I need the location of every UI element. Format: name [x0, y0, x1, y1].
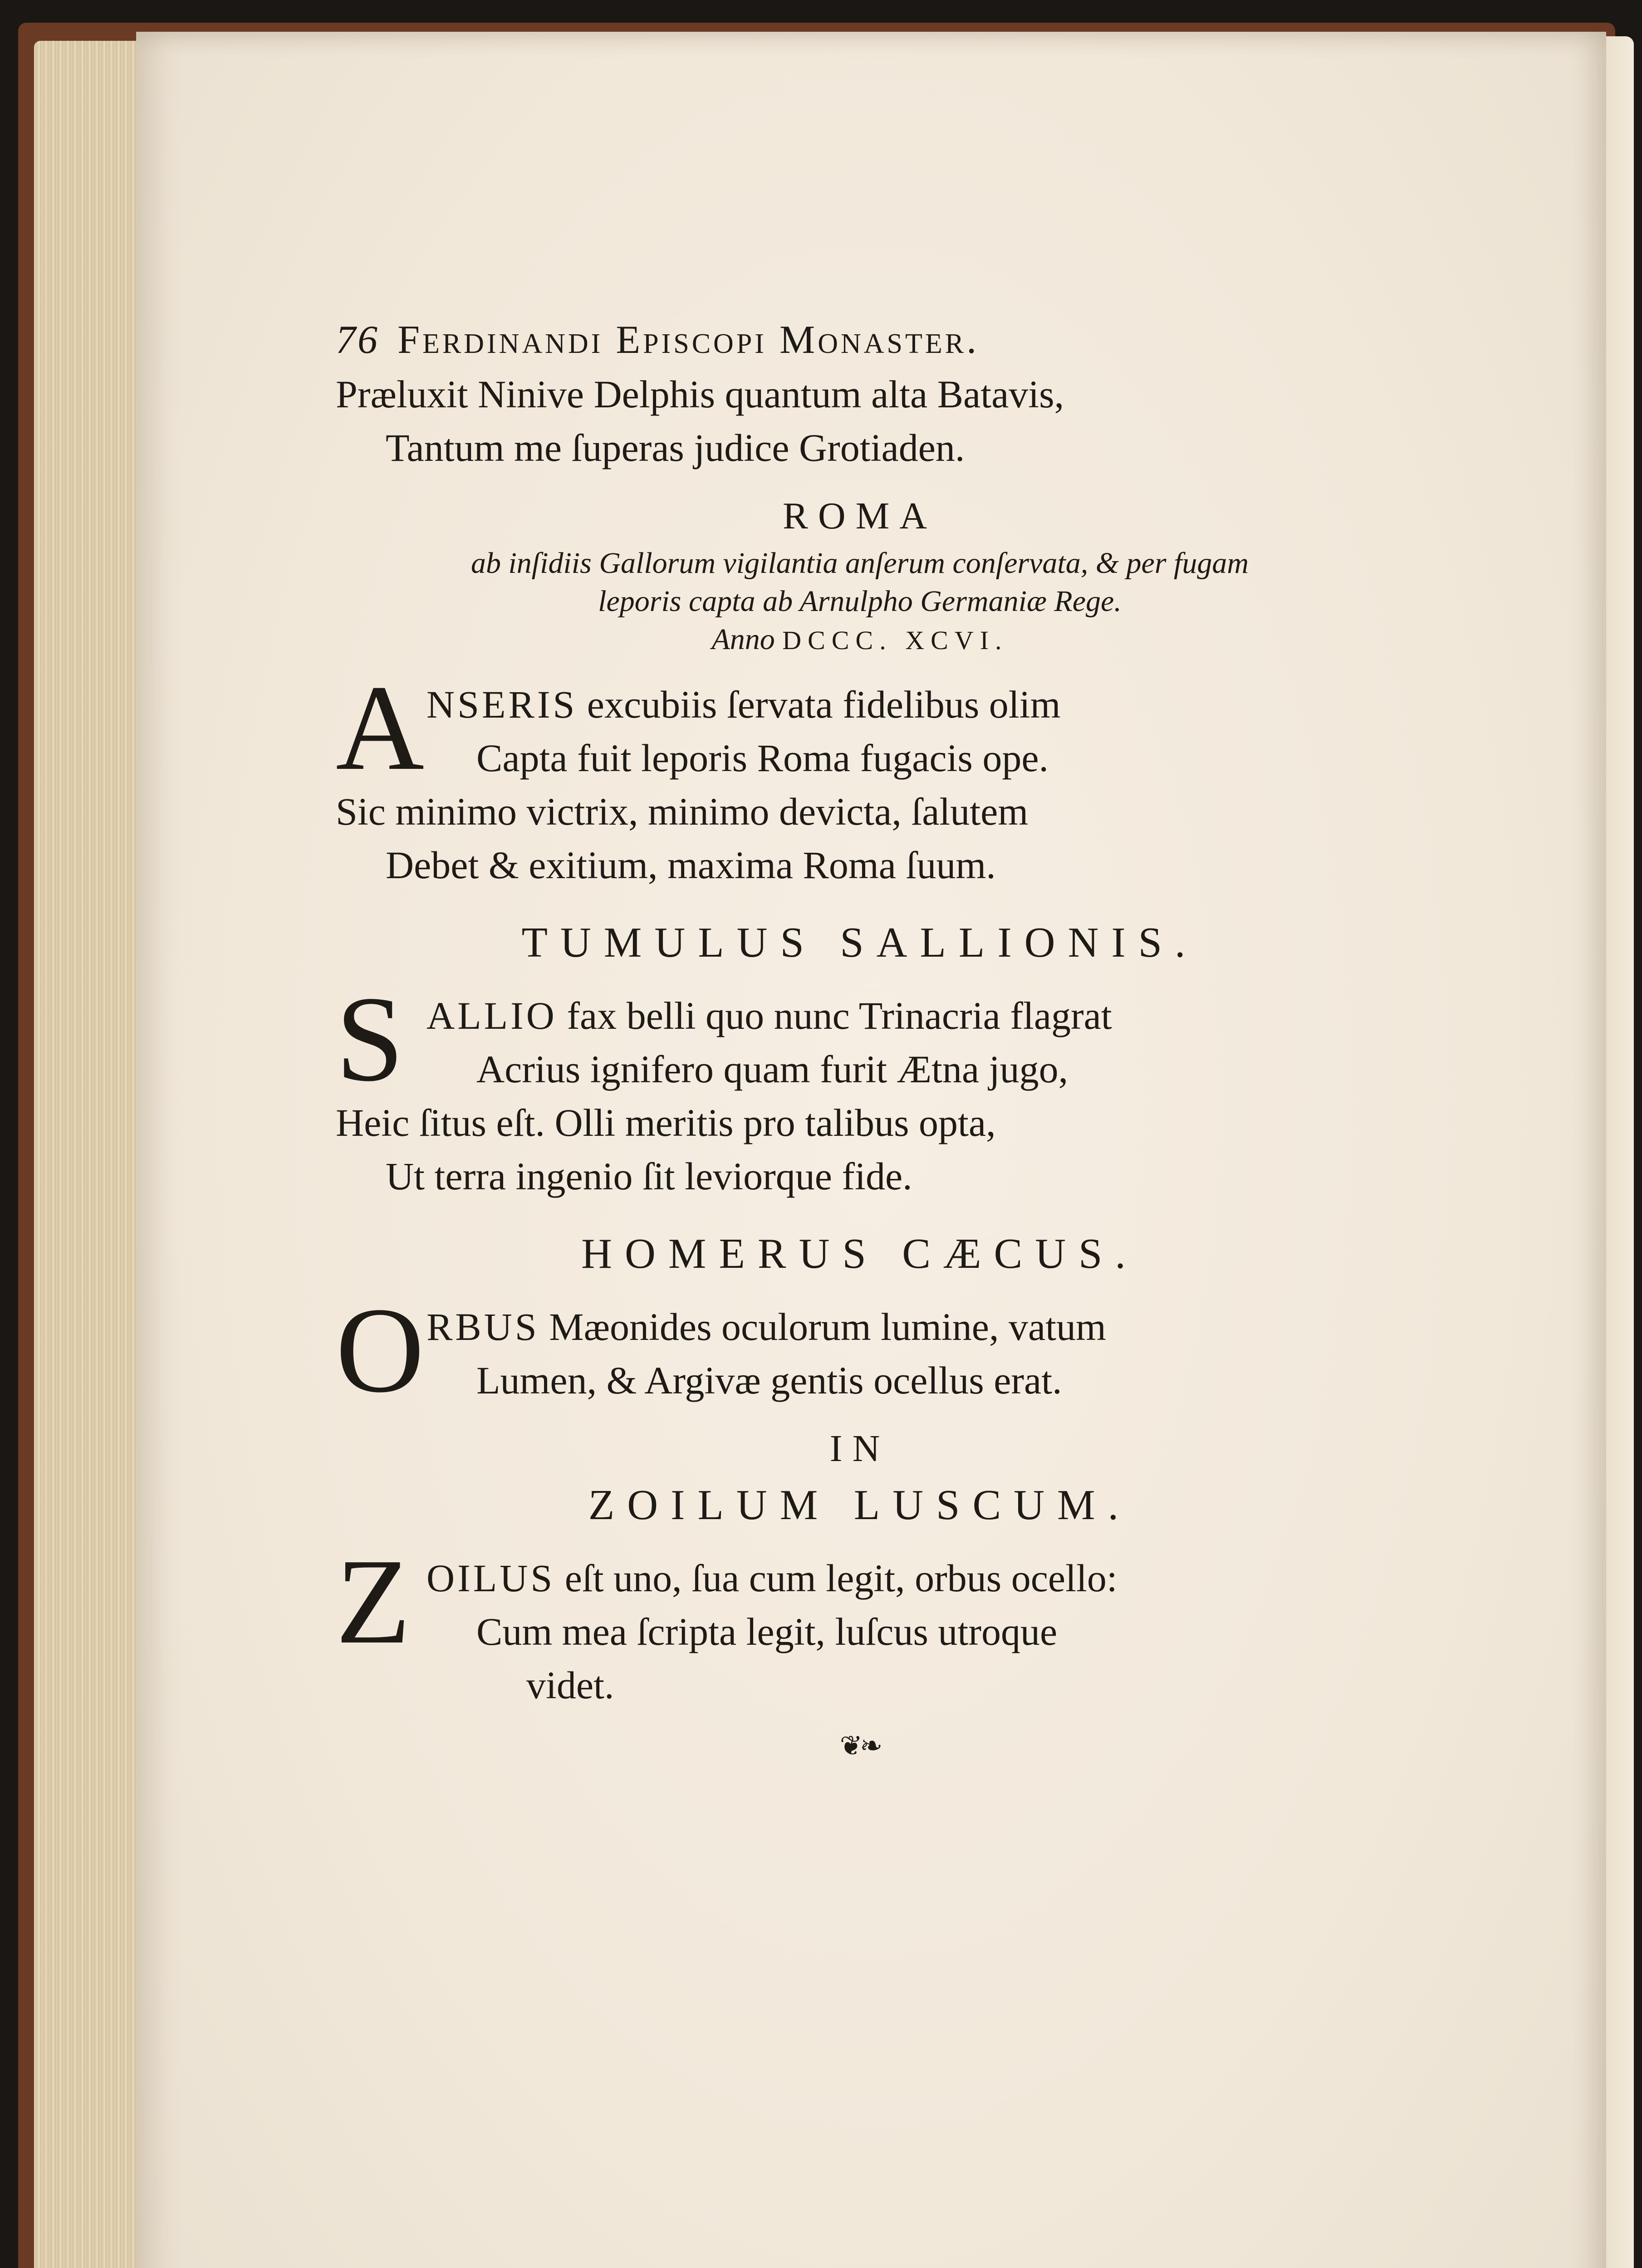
homerus-line-1-text: Mæonides oculorum lumine, vatum — [549, 1305, 1106, 1349]
running-head — [336, 313, 1384, 367]
intro-line-1: Præluxit Ninive Delphis quantum alta Batavis, — [336, 372, 1064, 416]
sallio-line-2: Acrius ignifero quam furit Ætna jugo, — [476, 1047, 1069, 1091]
roma-year — [336, 621, 1384, 660]
homerus-poem — [336, 1282, 1384, 1418]
roma-subtitle-2: leporis capta ab Arnulpho Germaniæ Rege. — [598, 585, 1122, 618]
zoilus-title: ZOILUM LUSCUM. — [588, 1481, 1132, 1529]
homerus-line-1-caps: RBUS — [426, 1305, 539, 1349]
zoilus-poem — [336, 1534, 1384, 1712]
homerus-line-1 — [336, 1300, 1384, 1354]
homerus-line-2: Lumen, & Argivæ gentis ocellus erat. — [476, 1359, 1062, 1402]
roma-line-1-caps: NSERIS — [426, 683, 578, 726]
sallio-poem — [336, 971, 1384, 1203]
zoilus-line-1-caps: OILUS — [426, 1556, 555, 1600]
zoilus-title-in: IN — [829, 1427, 890, 1470]
roma-title: ROMA — [782, 495, 937, 537]
roma-line-1 — [336, 678, 1384, 731]
zoilus-line-1 — [336, 1551, 1384, 1605]
sallio-line-1-caps: ALLIO — [426, 994, 557, 1037]
roma-year-label: Anno — [711, 623, 775, 656]
page-number: 76 — [336, 318, 379, 362]
tailpiece-ornament: ❦❧ — [839, 1731, 880, 1761]
page-edges — [34, 41, 152, 2268]
sallio-line-3: Heic ſitus eſt. Olli meritis pro talibus opta, — [336, 1101, 996, 1144]
page-text — [336, 313, 1384, 1762]
zoilus-line-2: Cum mea ſcripta legit, luſcus utroque — [476, 1610, 1058, 1653]
roma-line-3: Sic minimo victrix, minimo devicta, ſalutem — [336, 790, 1029, 833]
zoilus-line-1-text: eſt uno, ſua cum legit, orbus ocello: — [564, 1556, 1118, 1600]
roma-dropcap: A — [336, 660, 424, 796]
roma-line-2: Capta fuit leporis Roma fugacis ope. — [476, 736, 1049, 780]
sallio-line-1 — [336, 989, 1384, 1042]
roma-line-4: Debet & exitium, maxima Roma ſuum. — [386, 843, 996, 887]
zoilus-line-3: videt. — [526, 1663, 614, 1707]
roma-line-1-text: excubiis ſervata fidelibus olim — [587, 683, 1061, 726]
intro-line-2: Tantum me ſuperas judice Grotiaden. — [386, 426, 965, 469]
homerus-title: HOMERUS CÆCUS. — [581, 1230, 1138, 1277]
roma-year-value: DCCC. XCVI. — [782, 626, 1008, 655]
sallio-title: TUMULUS SALLIONIS. — [521, 919, 1198, 966]
sallio-dropcap: S — [336, 971, 404, 1107]
homerus-dropcap: O — [336, 1282, 424, 1418]
roma-subtitle-1: ab inſidiis Gallorum vigilantia anſerum conſervata, & per fugam — [471, 547, 1249, 580]
zoilus-dropcap: Z — [336, 1534, 411, 1669]
sallio-line-1-text: fax belli quo nunc Trinacria flagrat — [567, 994, 1112, 1037]
roma-poem — [336, 660, 1384, 892]
running-head-title: Ferdinandi Episcopi Monaster. — [397, 318, 980, 362]
sallio-line-4: Ut terra ingenio ſit leviorque fide. — [386, 1154, 912, 1198]
